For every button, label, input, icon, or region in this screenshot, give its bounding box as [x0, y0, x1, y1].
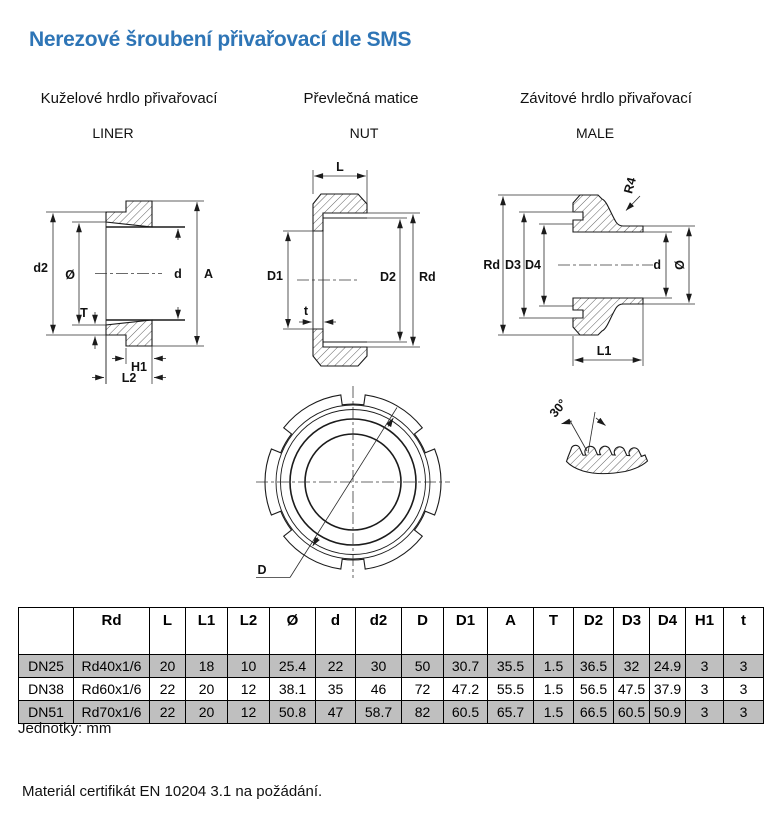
- table-row-dn25: [19, 655, 764, 678]
- cell: DN51: [19, 701, 74, 724]
- cell: 3: [686, 655, 724, 678]
- header-cell: D4: [650, 608, 686, 655]
- cell: DN25: [19, 655, 74, 678]
- header-cell: Rd: [74, 608, 150, 655]
- cell: 10: [228, 655, 270, 678]
- liner-section-drawing: [33, 201, 213, 385]
- section-heading-liner: Kuželové hrdlo přivařovací: [40, 90, 218, 107]
- dim-label-dia: Ø: [673, 260, 687, 270]
- table-row-dn38: [19, 678, 764, 701]
- cell: 50.8: [270, 701, 316, 724]
- cell: 20: [186, 701, 228, 724]
- dim-label-D2: D2: [380, 270, 396, 284]
- header-cell: T: [534, 608, 574, 655]
- dim-label-R4: R4: [621, 175, 639, 196]
- dim-label-L1: L1: [596, 344, 612, 358]
- cell: 18: [186, 655, 228, 678]
- cell: 82: [402, 701, 444, 724]
- cell: 12: [228, 701, 270, 724]
- table-row-dn51: [19, 701, 764, 724]
- cell: 58.7: [356, 701, 402, 724]
- cell: Rd40x1/6: [74, 655, 150, 678]
- header-cell: [19, 608, 74, 655]
- header-cell: H1: [686, 608, 724, 655]
- cell: 55.5: [488, 678, 534, 701]
- cell: 22: [150, 701, 186, 724]
- cell: 38.1: [270, 678, 316, 701]
- cell: 1.5: [534, 678, 574, 701]
- dim-label-D: D: [257, 563, 267, 577]
- dim-label-t: t: [303, 304, 309, 318]
- header-cell: Ø: [270, 608, 316, 655]
- cell: 32: [614, 655, 650, 678]
- cell: 25.4: [270, 655, 316, 678]
- cell: Rd70x1/6: [74, 701, 150, 724]
- dim-label-d: d: [653, 258, 661, 272]
- cell: 3: [724, 678, 764, 701]
- cell: 1.5: [534, 701, 574, 724]
- thread-profile-detail: [547, 397, 648, 474]
- material-certificate-note: Materiál certifikát EN 10204 3.1 na požádání.: [22, 783, 323, 800]
- cell: 22: [150, 678, 186, 701]
- header-cell: D1: [444, 608, 488, 655]
- dim-label-d: d: [174, 267, 182, 281]
- dim-label-L: L: [336, 160, 344, 174]
- dim-label-D3: D3: [505, 258, 521, 272]
- units-note: Jednotky: mm: [18, 720, 112, 737]
- section-code-male: MALE: [575, 125, 615, 141]
- cell: 30: [356, 655, 402, 678]
- cell: 66.5: [574, 701, 614, 724]
- cell: 60.5: [444, 701, 488, 724]
- nut-front-view: [256, 386, 450, 578]
- cell: 56.5: [574, 678, 614, 701]
- cell: 37.9: [650, 678, 686, 701]
- dim-label-d2: d2: [33, 261, 48, 275]
- dim-label-Rd: Rd: [419, 270, 436, 284]
- dim-label-D4: D4: [525, 258, 541, 272]
- dim-label-Rd: Rd: [483, 258, 500, 272]
- header-cell: d: [316, 608, 356, 655]
- cell: 3: [724, 701, 764, 724]
- header-cell: L2: [228, 608, 270, 655]
- header-cell: A: [488, 608, 534, 655]
- header-cell: L1: [186, 608, 228, 655]
- cell: 20: [186, 678, 228, 701]
- dim-label-T: T: [80, 306, 88, 320]
- dim-label-angle: 30°: [546, 396, 570, 421]
- dim-label-A: A: [204, 267, 214, 281]
- section-code-nut: NUT: [349, 125, 379, 141]
- page-title: Nerezové šroubení přivařovací dle SMS: [29, 28, 412, 51]
- header-cell: t: [724, 608, 764, 655]
- dim-label-dia: Ø: [65, 268, 75, 282]
- cell: 46: [356, 678, 402, 701]
- cell: 35: [316, 678, 356, 701]
- cell: DN38: [19, 678, 74, 701]
- cell: 50: [402, 655, 444, 678]
- cell: 22: [316, 655, 356, 678]
- cell: 47.2: [444, 678, 488, 701]
- male-section-drawing: [483, 176, 695, 366]
- cell: 3: [686, 701, 724, 724]
- cell: 20: [150, 655, 186, 678]
- header-cell: d2: [356, 608, 402, 655]
- cell: 3: [686, 678, 724, 701]
- cell: 50.9: [650, 701, 686, 724]
- dim-label-H1: H1: [131, 360, 147, 374]
- header-cell: D3: [614, 608, 650, 655]
- cell: Rd60x1/6: [74, 678, 150, 701]
- cell: 35.5: [488, 655, 534, 678]
- cell: 3: [724, 655, 764, 678]
- cell: 47.5: [614, 678, 650, 701]
- table-header-row: [19, 608, 764, 655]
- cell: 60.5: [614, 701, 650, 724]
- cell: 72: [402, 678, 444, 701]
- section-code-liner: LINER: [92, 125, 134, 141]
- header-cell: D: [402, 608, 444, 655]
- section-heading-male: Závitové hrdlo přivařovací: [520, 90, 692, 107]
- cell: 36.5: [574, 655, 614, 678]
- cell: 65.7: [488, 701, 534, 724]
- dim-label-D1: D1: [267, 269, 283, 283]
- cell: 1.5: [534, 655, 574, 678]
- cell: 12: [228, 678, 270, 701]
- cell: 24.9: [650, 655, 686, 678]
- cell: 47: [316, 701, 356, 724]
- dimension-table: [18, 607, 764, 724]
- section-heading-nut: Převlečná matice: [303, 90, 419, 107]
- header-cell: L: [150, 608, 186, 655]
- cell: 30.7: [444, 655, 488, 678]
- dim-label-L2: L2: [121, 371, 137, 385]
- nut-section-drawing: [267, 160, 436, 366]
- header-cell: D2: [574, 608, 614, 655]
